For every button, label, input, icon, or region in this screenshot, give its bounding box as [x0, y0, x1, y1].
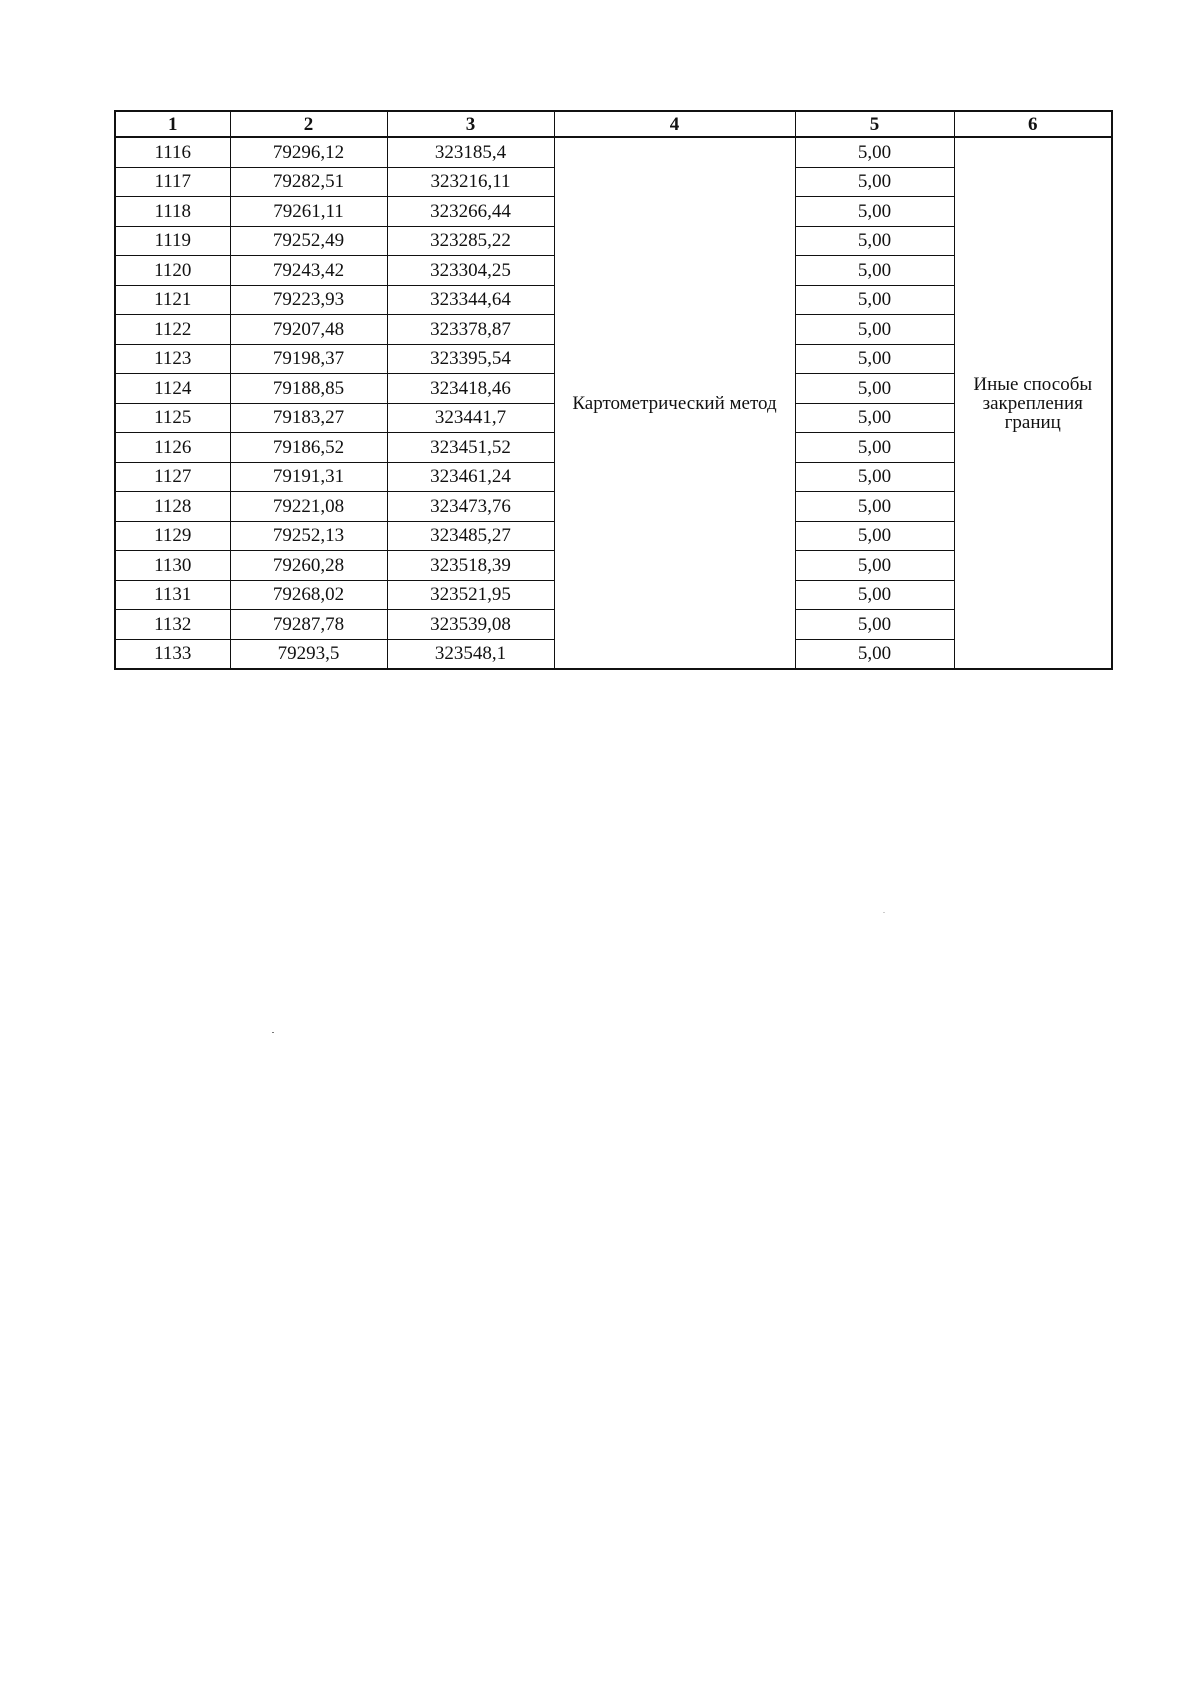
point-number-cell: 1130 [115, 551, 230, 581]
column-header: 2 [230, 111, 387, 137]
point-number-cell: 1125 [115, 403, 230, 433]
x-coordinate-cell: 79268,02 [230, 580, 387, 610]
y-coordinate-cell: 323285,22 [387, 226, 554, 256]
y-coordinate-cell: 323216,11 [387, 167, 554, 197]
accuracy-cell: 5,00 [795, 610, 954, 640]
point-number-cell: 1118 [115, 197, 230, 227]
point-number-cell: 1117 [115, 167, 230, 197]
y-coordinate-cell: 323518,39 [387, 551, 554, 581]
column-header: 4 [554, 111, 795, 137]
y-coordinate-cell: 323441,7 [387, 403, 554, 433]
x-coordinate-cell: 79243,42 [230, 256, 387, 286]
point-number-cell: 1131 [115, 580, 230, 610]
accuracy-cell: 5,00 [795, 639, 954, 669]
point-number-cell: 1120 [115, 256, 230, 286]
y-coordinate-cell: 323485,27 [387, 521, 554, 551]
y-coordinate-cell: 323418,46 [387, 374, 554, 404]
column-header: 6 [954, 111, 1112, 137]
column-header: 1 [115, 111, 230, 137]
x-coordinate-cell: 79296,12 [230, 137, 387, 167]
x-coordinate-cell: 79198,37 [230, 344, 387, 374]
point-number-cell: 1116 [115, 137, 230, 167]
accuracy-cell: 5,00 [795, 374, 954, 404]
method-cell: Картометрический метод [554, 137, 795, 669]
table-header [115, 111, 1112, 137]
y-coordinate-cell: 323539,08 [387, 610, 554, 640]
table-row [115, 137, 1112, 167]
header-row [115, 111, 1112, 137]
scan-speck [272, 1032, 274, 1033]
accuracy-cell: 5,00 [795, 285, 954, 315]
point-number-cell: 1126 [115, 433, 230, 463]
accuracy-cell: 5,00 [795, 462, 954, 492]
boundary-points-table [114, 110, 1113, 670]
accuracy-cell: 5,00 [795, 433, 954, 463]
accuracy-cell: 5,00 [795, 403, 954, 433]
point-number-cell: 1128 [115, 492, 230, 522]
x-coordinate-cell: 79191,31 [230, 462, 387, 492]
y-coordinate-cell: 323344,64 [387, 285, 554, 315]
x-coordinate-cell: 79293,5 [230, 639, 387, 669]
fixing-method-text: Иные способы закрепления границ [973, 373, 1093, 433]
point-number-cell: 1132 [115, 610, 230, 640]
fixing-method-cell [954, 137, 1112, 669]
point-number-cell: 1129 [115, 521, 230, 551]
accuracy-cell: 5,00 [795, 315, 954, 345]
point-number-cell: 1121 [115, 285, 230, 315]
x-coordinate-cell: 79188,85 [230, 374, 387, 404]
point-number-cell: 1123 [115, 344, 230, 374]
x-coordinate-cell: 79260,28 [230, 551, 387, 581]
column-header: 5 [795, 111, 954, 137]
point-number-cell: 1124 [115, 374, 230, 404]
y-coordinate-cell: 323266,44 [387, 197, 554, 227]
accuracy-cell: 5,00 [795, 492, 954, 522]
y-coordinate-cell: 323304,25 [387, 256, 554, 286]
point-number-cell: 1127 [115, 462, 230, 492]
x-coordinate-cell: 79287,78 [230, 610, 387, 640]
y-coordinate-cell: 323521,95 [387, 580, 554, 610]
column-header: 3 [387, 111, 554, 137]
accuracy-cell: 5,00 [795, 580, 954, 610]
x-coordinate-cell: 79221,08 [230, 492, 387, 522]
y-coordinate-cell: 323395,54 [387, 344, 554, 374]
scan-speck [883, 912, 885, 913]
x-coordinate-cell: 79186,52 [230, 433, 387, 463]
x-coordinate-cell: 79282,51 [230, 167, 387, 197]
table-body [115, 137, 1112, 669]
x-coordinate-cell: 79252,13 [230, 521, 387, 551]
x-coordinate-cell: 79207,48 [230, 315, 387, 345]
accuracy-cell: 5,00 [795, 226, 954, 256]
point-number-cell: 1119 [115, 226, 230, 256]
x-coordinate-cell: 79183,27 [230, 403, 387, 433]
y-coordinate-cell: 323548,1 [387, 639, 554, 669]
x-coordinate-cell: 79223,93 [230, 285, 387, 315]
accuracy-cell: 5,00 [795, 521, 954, 551]
y-coordinate-cell: 323185,4 [387, 137, 554, 167]
accuracy-cell: 5,00 [795, 344, 954, 374]
y-coordinate-cell: 323378,87 [387, 315, 554, 345]
point-number-cell: 1133 [115, 639, 230, 669]
y-coordinate-cell: 323473,76 [387, 492, 554, 522]
accuracy-cell: 5,00 [795, 137, 954, 167]
accuracy-cell: 5,00 [795, 256, 954, 286]
x-coordinate-cell: 79261,11 [230, 197, 387, 227]
point-number-cell: 1122 [115, 315, 230, 345]
x-coordinate-cell: 79252,49 [230, 226, 387, 256]
y-coordinate-cell: 323451,52 [387, 433, 554, 463]
accuracy-cell: 5,00 [795, 167, 954, 197]
y-coordinate-cell: 323461,24 [387, 462, 554, 492]
accuracy-cell: 5,00 [795, 551, 954, 581]
accuracy-cell: 5,00 [795, 197, 954, 227]
